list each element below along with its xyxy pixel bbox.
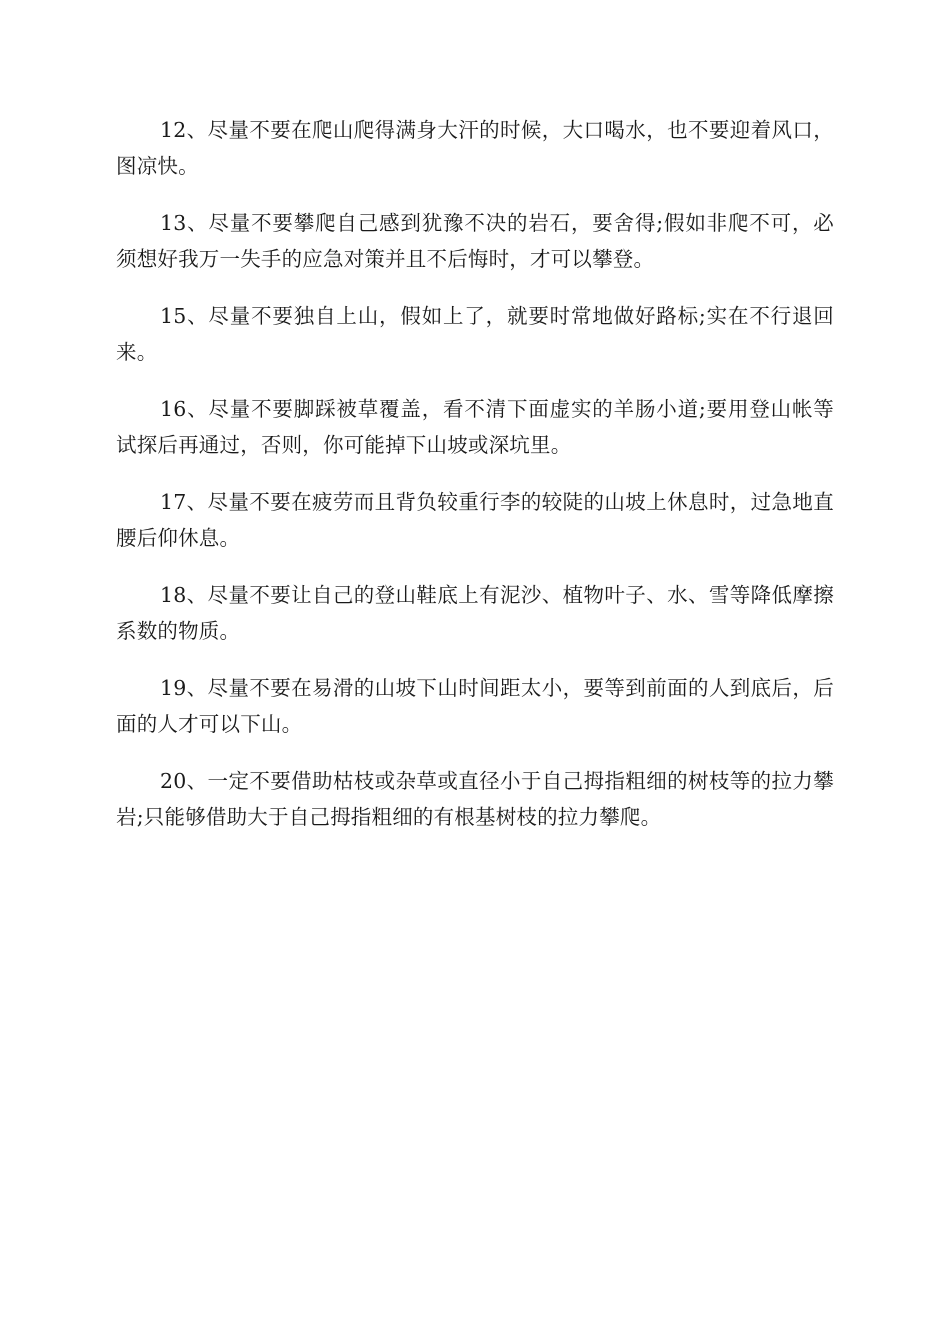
paragraph-15: 15、尽量不要独自上山，假如上了，就要时常地做好路标;实在不行退回来。 [116, 304, 834, 364]
paragraph-16: 16、尽量不要脚踩被草覆盖，看不清下面虚实的羊肠小道;要用登山帐等试探后再通过，否则，你可能掉下山坡或深坑里。 [116, 397, 834, 457]
paragraph-12: 12、尽量不要在爬山爬得满身大汗的时候，大口喝水，也不要迎着风口，图凉快。 [116, 118, 834, 178]
paragraph-17: 17、尽量不要在疲劳而且背负较重行李的较陡的山坡上休息时，过急地直腰后仰休息。 [116, 490, 834, 550]
document-body [116, 112, 834, 856]
paragraph-18: 18、尽量不要让自己的登山鞋底上有泥沙、植物叶子、水、雪等降低摩擦系数的物质。 [116, 583, 834, 643]
paragraph-13: 13、尽量不要攀爬自己感到犹豫不决的岩石，要舍得;假如非爬不可，必须想好我万一失手的应急对策并且不后悔时，才可以攀登。 [116, 211, 834, 271]
paragraph-20: 20、一定不要借助枯枝或杂草或直径小于自己拇指粗细的树枝等的拉力攀岩;只能够借助大于自己拇指粗细的有根基树枝的拉力攀爬。 [116, 769, 834, 829]
paragraph-19: 19、尽量不要在易滑的山坡下山时间距太小，要等到前面的人到底后，后面的人才可以下山。 [116, 676, 834, 736]
